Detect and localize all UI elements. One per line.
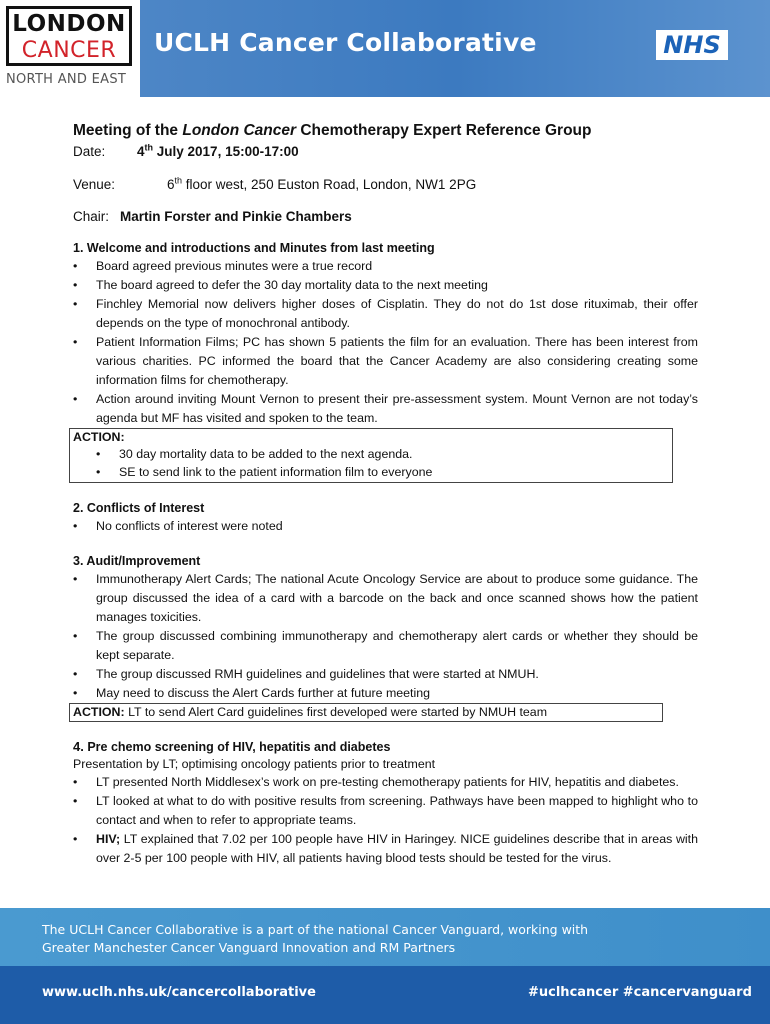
date-value xyxy=(137,144,299,159)
venue-num: 6 xyxy=(167,177,175,192)
logo-line-2: CANCER xyxy=(21,38,117,63)
footer-line-2: Greater Manchester Cancer Vanguard Innovation and RM Partners xyxy=(42,940,456,955)
footer-line-1: The UCLH Cancer Collaborative is a part of the national Cancer Vanguard, working with xyxy=(42,922,589,937)
page-footer xyxy=(0,908,770,1024)
venue-sup: th xyxy=(174,175,183,186)
date-rest: July 2017, 15:00-17:00 xyxy=(153,144,299,159)
list-item: • Finchley Memorial now delivers higher doses of Cisplatin. They do not do 1st dose rituximab, their offer depends on the type of monochronal antibody. xyxy=(73,295,698,333)
london-cancer-logo xyxy=(0,0,138,97)
footer-url-link[interactable]: www.uclh.nhs.uk/cancercollaborative xyxy=(42,985,316,1000)
footer-link-band xyxy=(0,966,770,1024)
section-4-list xyxy=(73,773,698,868)
list-item: • May need to discuss the Alert Cards further at future meeting xyxy=(73,684,698,703)
section-1-list xyxy=(73,257,698,428)
action-label: ACTION: xyxy=(73,705,125,719)
list-item: • The group discussed RMH guidelines and guidelines that were started at NMUH. xyxy=(73,665,698,684)
list-item: • LT looked at what to do with positive results from screening. Pathways have been mapped to highlight who to contact and when to refer to appropriate teams. xyxy=(73,792,698,830)
venue-rest: floor west, 250 Euston Road, London, NW1 2PG xyxy=(182,177,477,192)
list-item: • The group discussed combining immunotherapy and chemotherapy alert cards or whether they should be kept separate. xyxy=(73,627,698,665)
title-suffix: Chemotherapy Expert Reference Group xyxy=(296,122,592,139)
action-item: • 30 day mortality data to be added to the next agenda. xyxy=(96,445,669,463)
date-day: 4 xyxy=(137,144,145,159)
list-item: • Immunotherapy Alert Cards; The national Acute Oncology Service are about to produce some guidance. The group discussed the idea of a card with a barcode on the back and once scanned shows how the patient manages toxicities. xyxy=(73,570,698,627)
section-4-heading xyxy=(73,738,698,756)
action-item: • SE to send link to the patient information film to everyone xyxy=(96,463,669,481)
section-3-action-box xyxy=(69,703,663,722)
title-prefix: Meeting of the xyxy=(73,122,183,139)
list-item: • No conflicts of interest were noted xyxy=(73,517,698,536)
header-banner xyxy=(140,0,770,97)
section-4-title: Pre chemo screening of HIV, hepatitis and diabetes xyxy=(83,740,391,754)
list-item xyxy=(73,830,698,868)
footer-hashtags: #uclhcancer #cancervanguard xyxy=(528,985,752,1000)
action-text: LT to send Alert Card guidelines first developed were started by NMUH team xyxy=(124,705,548,719)
title-emphasis: London Cancer xyxy=(182,122,297,139)
chair-row xyxy=(73,207,698,226)
logo-line-1: LONDON xyxy=(12,11,126,37)
section-4-number: 4. xyxy=(73,739,84,754)
list-item: • Board agreed previous minutes were a true record xyxy=(73,257,698,276)
list-item: • Action around inviting Mount Vernon to present their pre-assessment system. Mount Vernon are not today’s agenda but MF has visited and spoken to the team. xyxy=(73,390,698,428)
list-item: • The board agreed to defer the 30 day mortality data to the next meeting xyxy=(73,276,698,295)
logo-frame xyxy=(6,6,132,66)
hiv-text: LT explained that 7.02 per 100 people have HIV in Haringey. NICE guidelines describe that in areas with over 2-5 per 100 people with HIV, all patients having blood tests should be tested for the virus. xyxy=(96,832,698,865)
list-item: • LT presented North Middlesex’s work on pre-testing chemotherapy patients for HIV, hepatitis and diabetes. xyxy=(73,773,698,792)
list-item: • Patient Information Films; PC has shown 5 patients the film for an evaluation. There has been interest from various charities. PC informed the board that the Cancer Academy are also considering creating some information films for chemotherapy. xyxy=(73,333,698,390)
section-2-list xyxy=(73,517,698,536)
section-3-list xyxy=(73,570,698,703)
section-1-heading: 1. Welcome and introductions and Minutes from last meeting xyxy=(73,241,435,255)
venue-row xyxy=(73,175,698,194)
page-header xyxy=(0,0,770,97)
date-row xyxy=(73,142,698,161)
action-list xyxy=(73,445,669,481)
date-sup: th xyxy=(144,142,154,153)
nhs-logo: NHS xyxy=(656,30,728,60)
action-label: ACTION: xyxy=(73,430,125,444)
venue-label: Venue: xyxy=(73,177,116,192)
section-1-action-box xyxy=(69,428,673,483)
meeting-title xyxy=(73,120,698,142)
date-label: Date: xyxy=(73,144,106,159)
chair-value: Martin Forster and Pinkie Chambers xyxy=(120,209,352,224)
chair-label: Chair: xyxy=(73,209,110,224)
banner-title: UCLH Cancer Collaborative xyxy=(154,28,537,57)
section-4-intro: Presentation by LT; optimising oncology patients prior to treatment xyxy=(73,757,436,771)
logo-subtitle: NORTH AND EAST xyxy=(6,72,127,87)
document-body xyxy=(73,120,698,868)
section-2-heading: 2. Conflicts of Interest xyxy=(73,501,205,515)
section-3-heading: 3. Audit/Improvement xyxy=(73,554,201,568)
footer-info-band xyxy=(0,908,770,966)
hiv-label: HIV; xyxy=(96,832,121,846)
